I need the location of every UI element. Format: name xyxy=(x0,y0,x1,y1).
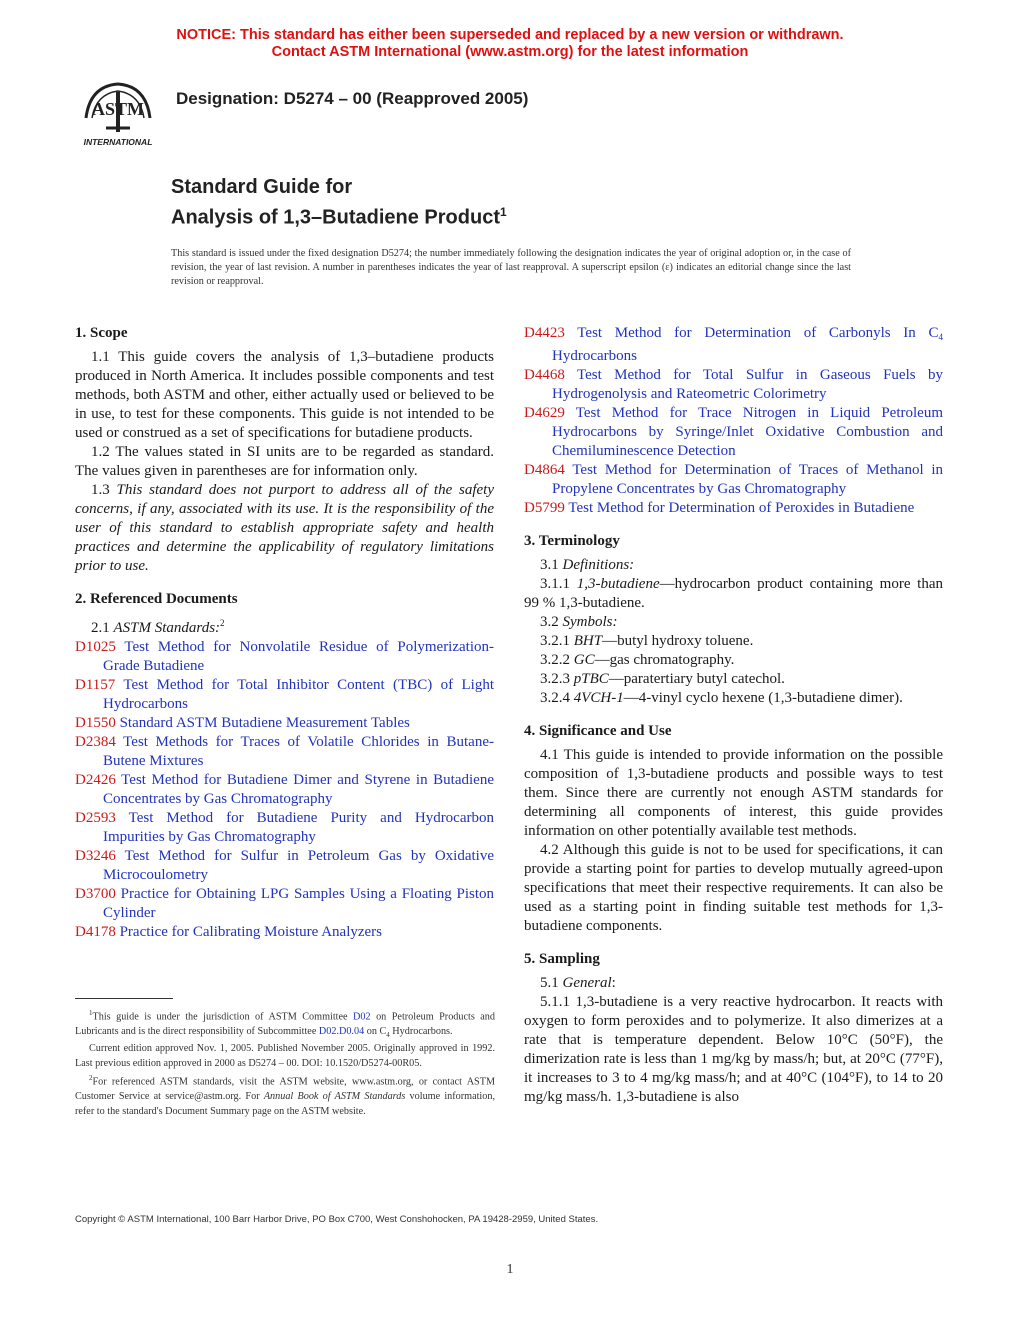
footnote-1: $^1$This guide is under the jurisdiction of ASTM Committee D02 on Petroleum Products and Lubricants and is the direct responsibility of Subcommittee D02.D0.04 on $C_4$ Hydrocarbons. xyxy=(75,1009,495,1039)
sampling-paragraph-1: 5.1.1 1,3-butadiene is a very reactive hydrocarbon. It reacts with oxygen to form peroxides and to polymerize. It also dimerizes at a rate that is temperature dependent. Below 10°C (50°F), the dimerization rate is less than 1 mg/kg by mass/h; but, at 20°C (77°F), it increases to 3 to 4 mg/kg mass/h; and at 40°C (104°F), to 14 to 20 mg/kg mass/h. 1,3-butadiene is also xyxy=(524,994,943,1105)
logo-caption: INTERNATIONAL xyxy=(83,137,153,147)
reference-item[interactable] xyxy=(524,461,944,499)
reference-item[interactable] xyxy=(75,771,494,809)
reference-code[interactable]: D2426 xyxy=(75,772,116,788)
designation: Designation: D5274 – 00 (Reapproved 2005) xyxy=(176,89,529,108)
reference-code[interactable]: D4423 xyxy=(524,325,565,341)
reference-code[interactable]: D2593 xyxy=(75,810,116,826)
reference-subscript: 4 xyxy=(938,332,943,342)
reference-code[interactable]: D3700 xyxy=(75,886,116,902)
column-right xyxy=(524,324,943,1107)
reference-title[interactable]: Test Methods for Traces of Volatile Chlorides in Butane-Butene Mixtures xyxy=(103,734,494,769)
reference-list-right xyxy=(524,324,943,518)
reference-item[interactable] xyxy=(524,366,943,404)
sampling-general-label: 5.1 General: xyxy=(540,975,616,991)
reference-title[interactable]: Test Method for Total Sulfur in Gaseous Fuels by Hydrogenolysis and Rateometric Colorimetry xyxy=(552,367,943,402)
reference-code[interactable]: D1025 xyxy=(75,639,116,655)
section-heading-terminology: 3. Terminology xyxy=(524,533,620,549)
astm-logo xyxy=(76,78,160,148)
reference-list-left xyxy=(75,638,494,942)
copyright: Copyright © ASTM International, 100 Barr Harbor Drive, PO Box C700, West Conshohocken, PA 19428-2959, United States. xyxy=(75,1214,599,1225)
footnote-2: $^2$For referenced ASTM standards, visit the ASTM website, www.astm.org, or contact ASTM Customer Service at service@astm.org. For Annual Book of ASTM Standards volume information, refer to the standard's Document Summary page on the ASTM website. xyxy=(75,1074,495,1117)
title-line-1: Standard Guide for xyxy=(171,176,353,198)
reference-title[interactable]: Test Method for Determination of Peroxides in Butadiene xyxy=(568,500,915,516)
reference-item[interactable] xyxy=(524,499,943,518)
page-number: 1 xyxy=(506,1262,514,1277)
reference-code[interactable]: D4864 xyxy=(524,462,565,478)
section-heading-significance: 4. Significance and Use xyxy=(524,723,672,739)
title-footnote-mark[interactable]: 1 xyxy=(499,205,507,219)
astm-standards-label: 2.1 ASTM Standards:$^2$ xyxy=(91,618,225,636)
significance-paragraph-2: 4.2 Although this guide is not to be used for specifications, it can provide a starting point for parties to develop mutually agreed-upon specifications that meet their respective requirements. It can also be used as a starting point in finding suitable test methods for 1,3-butadiene components. xyxy=(524,842,943,934)
section-heading-sampling: 5. Sampling xyxy=(524,951,600,967)
symbol-gc: 3.2.2 GC—gas chromatography. xyxy=(540,652,735,668)
reference-title[interactable]: Test Method for Nonvolatile Residue of Polymerization-Grade Butadiene xyxy=(103,639,494,674)
committee-link[interactable]: D02 xyxy=(353,1011,371,1023)
issue-note: This standard is issued under the fixed designation D5274; the number immediately following the designation indicates the year of original adoption or, in the case of revision, the year of last revision. A number in parentheses indicates the year of last reapproval. A superscript epsilon (ε) indicates an editorial change since the last revision or reapproval. xyxy=(171,248,851,287)
reference-title[interactable]: Test Method for Total Inhibitor Content (TBC) of Light Hydrocarbons xyxy=(103,677,494,712)
symbols-label: 3.2 Symbols: xyxy=(540,614,618,630)
reference-title[interactable]: Practice for Calibrating Moisture Analyzers xyxy=(119,924,383,940)
scope-paragraph-2: 1.2 The values stated in SI units are to be regarded as standard. The values given in parentheses are for information only. xyxy=(75,444,494,479)
column-left xyxy=(75,324,494,942)
notice-line-1: NOTICE: This standard has either been superseded and replaced by a new version or withdrawn. xyxy=(176,27,844,43)
reference-item[interactable] xyxy=(75,847,494,885)
reference-item[interactable] xyxy=(75,923,494,942)
reference-item[interactable] xyxy=(75,809,494,847)
reference-item[interactable] xyxy=(75,733,494,771)
notice-line-2: Contact ASTM International (www.astm.org) for the latest information xyxy=(271,44,749,60)
reference-code[interactable]: D4629 xyxy=(524,405,565,421)
reference-code[interactable]: D1550 xyxy=(75,715,116,731)
reference-code[interactable]: D2384 xyxy=(75,734,116,750)
reference-code[interactable]: D4178 xyxy=(75,924,116,940)
symbol-bht: 3.2.1 BHT—butyl hydroxy toluene. xyxy=(540,633,754,649)
reference-item[interactable] xyxy=(524,324,943,366)
reference-title[interactable]: Practice for Obtaining LPG Samples Using a Floating Piston Cylinder xyxy=(103,886,495,921)
scope-paragraph-1: 1.1 This guide covers the analysis of 1,3–butadiene products produced in North America. It includes possible components and test methods, both ASTM and other, either actually used or believed to be in use, to test for these components. This guide is not intended to be used or construed as a set of specifications for butadiene products. xyxy=(75,349,494,441)
reference-title[interactable]: Standard ASTM Butadiene Measurement Tables xyxy=(119,715,410,731)
reference-title[interactable]: Test Method for Butadiene Dimer and Styrene in Butadiene Concentrates by Gas Chromatography xyxy=(103,772,494,807)
reference-item[interactable] xyxy=(75,714,494,733)
footnote-divider xyxy=(75,998,173,999)
reference-title[interactable]: Test Method for Trace Nitrogen in Liquid Petroleum Hydrocarbons by Syringe/Inlet Oxidative Combustion and Chemiluminescence Detection xyxy=(552,405,943,459)
reference-item[interactable] xyxy=(524,404,943,461)
reference-title[interactable]: Test Method for Determination of Traces of Methanol in Propylene Concentrates by Gas Chromatography xyxy=(552,462,944,497)
significance-paragraph-1: 4.1 This guide is intended to provide information on the possible composition of 1,3-butadiene products and possible ways to test them. Since there are currently not enough ASTM standards for determining all components of interest, this guide provides information on other potentially available test methods. xyxy=(524,747,943,839)
reference-code[interactable]: D3246 xyxy=(75,848,116,864)
scope-paragraph-3: 1.3 This standard does not purport to address all of the safety concerns, if any, associated with its use. It is the responsibility of the user of this standard to establish appropriate safety and health practices and determine the applicability of regulatory limitations prior to use. xyxy=(75,482,495,574)
reference-code[interactable]: D4468 xyxy=(524,367,565,383)
reference-title-tail[interactable]: Hydrocarbons xyxy=(552,348,637,364)
reference-item[interactable] xyxy=(75,885,495,923)
footnote-1-edition: Current edition approved Nov. 1, 2005. Published November 2005. Originally approved in 1992. Last previous edition approved in 2000 as D5274 – 00. DOI: 10.1520/D5274-00R05. xyxy=(75,1043,495,1069)
symbol-4vch: 3.2.4 4VCH-1—4-vinyl cyclo hexene (1,3-butadiene dimer). xyxy=(540,690,903,706)
footnotes xyxy=(75,1006,495,1119)
logo-letters: ASTM xyxy=(91,99,145,119)
symbol-ptbc: 3.2.3 pTBC—paratertiary butyl catechol. xyxy=(540,671,785,687)
definitions-label: 3.1 Definitions: xyxy=(540,557,635,573)
reference-code[interactable]: D1157 xyxy=(75,677,116,693)
section-heading-referenced-documents: 2. Referenced Documents xyxy=(75,591,238,607)
reference-title[interactable]: Test Method for Butadiene Purity and Hydrocarbon Impurities by Gas Chromatography xyxy=(103,810,494,845)
reference-code[interactable]: D5799 xyxy=(524,500,565,516)
astm-logo-icon xyxy=(76,78,160,148)
reference-item[interactable] xyxy=(75,638,494,676)
section-heading-scope: 1. Scope xyxy=(75,325,128,341)
definition-butadiene: 3.1.1 1,3-butadiene—hydrocarbon product containing more than 99 % 1,3-butadiene. xyxy=(524,576,943,611)
title-line-2: Analysis of 1,3–Butadiene Product$^1$ xyxy=(171,205,507,229)
document-title xyxy=(171,175,507,231)
subcommittee-link[interactable]: D02.D0.04 xyxy=(318,1025,365,1037)
notice-banner xyxy=(0,27,1020,61)
reference-title[interactable]: Test Method for Determination of Carbonyls In C xyxy=(577,325,939,341)
reference-item[interactable] xyxy=(75,676,494,714)
reference-title[interactable]: Test Method for Sulfur in Petroleum Gas by Oxidative Microcoulometry xyxy=(103,848,494,883)
